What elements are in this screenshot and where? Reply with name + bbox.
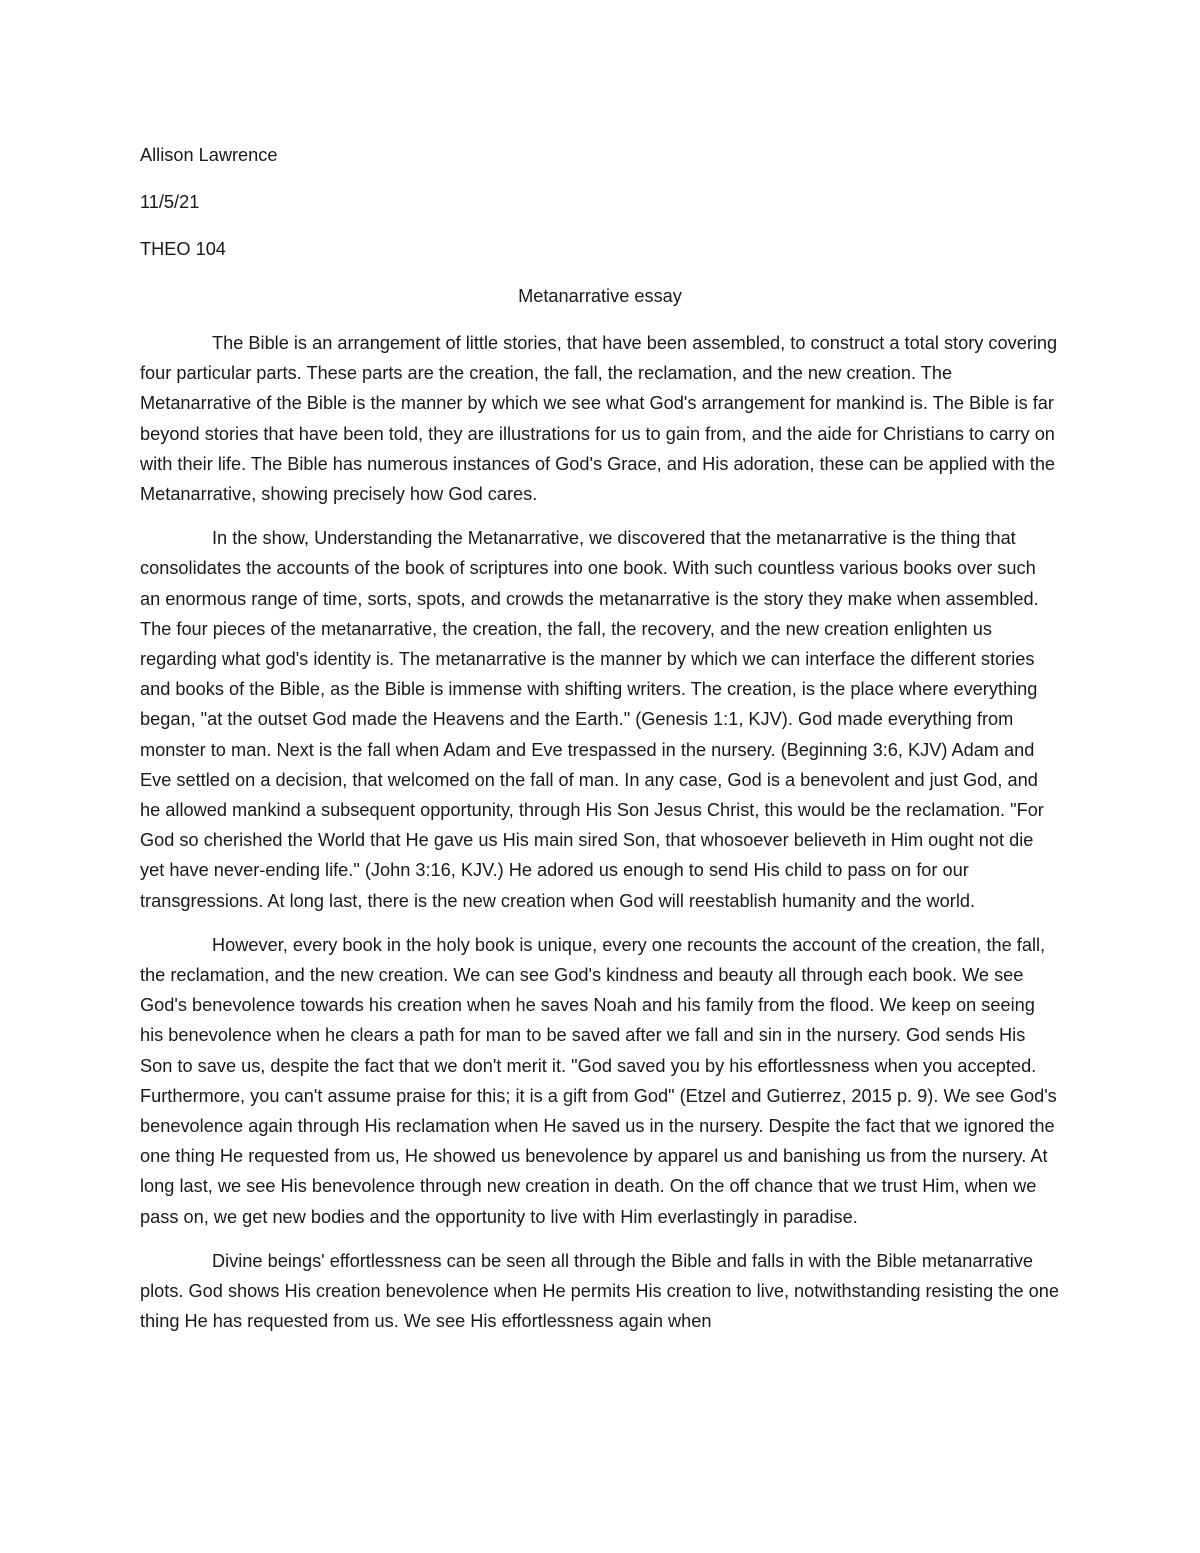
essay-body — [140, 140, 1060, 1351]
paragraph-intro: The Bible is an arrangement of little stories, that have been assembled, to construct a total story covering four particular parts. These parts are the creation, the fall, the reclamation, and the new creation. The Metanarrative of the Bible is the manner by which we see what God's arrangement for mankind is. The Bible is far beyond stories that have been told, they are illustrations for us to gain from, and the aide for Christians to carry on with their life. The Bible has numerous instances of God's Grace, and His adoration, these can be applied with the Metanarrative, showing precisely how God cares. — [140, 333, 1058, 505]
essay-date: 11/5/21 — [140, 192, 200, 212]
course-code: THEO 104 — [140, 239, 226, 259]
author-name: Allison Lawrence — [140, 145, 278, 165]
paragraph-effortlessness: Divine beings' effortlessness can be seen all through the Bible and falls in with the Bible metanarrative plots. God shows His creation benevolence when He permits His creation to live, notwithstanding resisting the one thing He has requested from us. We see His effortlessness again when — [140, 1250, 1059, 1332]
paragraph-benevolence: However, every book in the holy book is unique, every one recounts the account of the creation, the fall, the reclamation, and the new creation. We can see God's kindness and beauty all through each book. We see God's benevolence towards his creation when he saves Noah and his family from the flood. We keep on seeing his benevolence when he clears a path for man to be saved after we fall and sin in the nursery. God sends His Son to save us, despite the fact that we don't merit it. "God saved you by his effortlessness when you accepted. Furthermore, you can't assume praise for this; it is a gift from God" (Etzel and Gutierrez, 2015 p. 9). We see God's benevolence again through His reclamation when He saved us in the nursery. Despite the fact that we ignored the one thing He requested from us, He showed us benevolence by apparel us and banishing us from the nursery. At long last, we see His benevolence through new creation in death. On the off chance that we trust Him, when we pass on, we get new bodies and the opportunity to live with Him everlastingly in paradise. — [140, 934, 1057, 1227]
essay-title: Metanarrative essay — [518, 286, 682, 306]
paragraph-metanarrative: In the show, Understanding the Metanarrative, we discovered that the metanarrative is the thing that consolidates the accounts of the book of scriptures into one book. With such countless various books over such an enormous range of time, sorts, spots, and crowds the metanarrative is the story they make when assembled. The four pieces of the metanarrative, the creation, the fall, the recovery, and the new creation enlighten us regarding what god's identity is. The metanarrative is the manner by which we can interface the different stories and books of the Bible, as the Bible is immense with shifting writers. The creation, is the place where everything began, "at the outset God made the Heavens and the Earth." (Genesis 1:1, KJV). God made everything from monster to man. Next is the fall when Adam and Eve trespassed in the nursery. (Beginning 3:6, KJV) Adam and Eve settled on a decision, that welcomed on the fall of man. In any case, God is a benevolent and just God, and he allowed mankind a subsequent opportunity, through His Son Jesus Christ, this would be the reclamation. "For God so cherished the World that He gave us His main sired Son, that whosoever believeth in Him ought not die yet have never-ending life." (John 3:16, KJV.) He adored us enough to send His child to pass on for our transgressions. At long last, there is the new creation when God will reestablish humanity and the world. — [140, 528, 1044, 911]
